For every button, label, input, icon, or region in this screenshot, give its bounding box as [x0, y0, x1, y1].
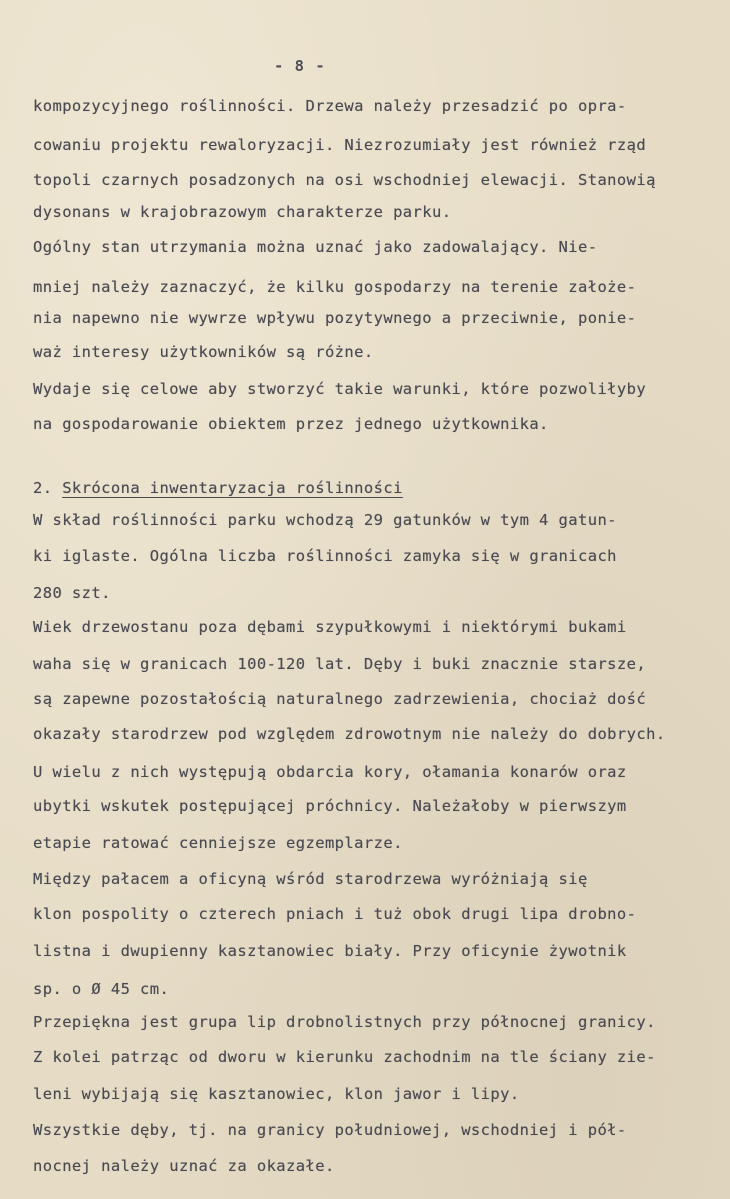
- text-line: Wiek drzewostanu poza dębami szypułkowymi i niektórymi bukami: [33, 618, 627, 636]
- text-line: Przepiękna jest grupa lip drobnolistnych przy północnej granicy.: [33, 1013, 656, 1031]
- text-line: Wszystkie dęby, tj. na granicy południowej, wschodniej i pół-: [33, 1121, 627, 1139]
- text-line: nocnej należy uznać za okazałe.: [33, 1157, 335, 1175]
- text-line: okazały starodrzew pod względem zdrowotnym nie należy do dobrych.: [33, 725, 666, 743]
- text-line: listna i dwupienny kasztanowiec biały. Przy oficynie żywotnik: [33, 942, 627, 960]
- text-line: dysonans w krajobrazowym charakterze parku.: [33, 203, 452, 221]
- text-line: Między pałacem a oficyną wśród starodrzewa wyróżniają się: [33, 870, 588, 888]
- text-line: są zapewne pozostałością naturalnego zadrzewienia, chociaż dość: [33, 690, 647, 708]
- text-line: sp. o Ø 45 cm.: [33, 980, 170, 998]
- section-number: 2.: [33, 479, 53, 497]
- text-line: Wydaje się celowe aby stworzyć takie warunki, które pozwoliłyby: [33, 380, 647, 398]
- text-line: klon pospolity o czterech pniach i tuż obok drugi lipa drobno-: [33, 905, 637, 923]
- text-line: Z kolei patrząc od dworu w kierunku zachodnim na tle ściany zie-: [33, 1048, 656, 1066]
- text-line: nia napewno nie wywrze wpływu pozytywnego a przeciwnie, ponie-: [33, 309, 637, 327]
- text-line: W skład roślinności parku wchodzą 29 gatunków w tym 4 gatun-: [33, 511, 617, 529]
- text-line: cowaniu projektu rewaloryzacji. Niezrozumiały jest również rząd: [33, 136, 647, 154]
- text-line: topoli czarnych posadzonych na osi wschodniej elewacji. Stanowią: [33, 171, 656, 189]
- text-line: ubytki wskutek postępującej próchnicy. Należałoby w pierwszym: [33, 797, 627, 815]
- text-line: Ogólny stan utrzymania można uznać jako zadowalający. Nie-: [33, 238, 598, 256]
- text-line: waż interesy użytkowników są różne.: [33, 343, 374, 361]
- text-line: waha się w granicach 100-120 lat. Dęby i buki znacznie starsze,: [33, 655, 647, 673]
- page-number: - 8 -: [274, 57, 326, 75]
- text-line: 280 szt.: [33, 584, 111, 602]
- text-line: U wielu z nich występują obdarcia kory, ołamania konarów oraz: [33, 763, 627, 781]
- text-line: leni wybijają się kasztanowiec, klon jawor i lipy.: [33, 1085, 520, 1103]
- text-line: kompozycyjnego roślinności. Drzewa należy przesadzić po opra-: [33, 97, 627, 115]
- text-line: na gospodarowanie obiektem przez jednego użytkownika.: [33, 415, 549, 433]
- text-line: etapie ratować cenniejsze egzemplarze.: [33, 834, 403, 852]
- text-line: mniej należy zaznaczyć, że kilku gospodarzy na terenie założe-: [33, 278, 637, 296]
- section-heading: [33, 479, 403, 497]
- section-title: Skrócona inwentaryzacja roślinności: [62, 479, 403, 497]
- text-line: ki iglaste. Ogólna liczba roślinności zamyka się w granicach: [33, 547, 617, 565]
